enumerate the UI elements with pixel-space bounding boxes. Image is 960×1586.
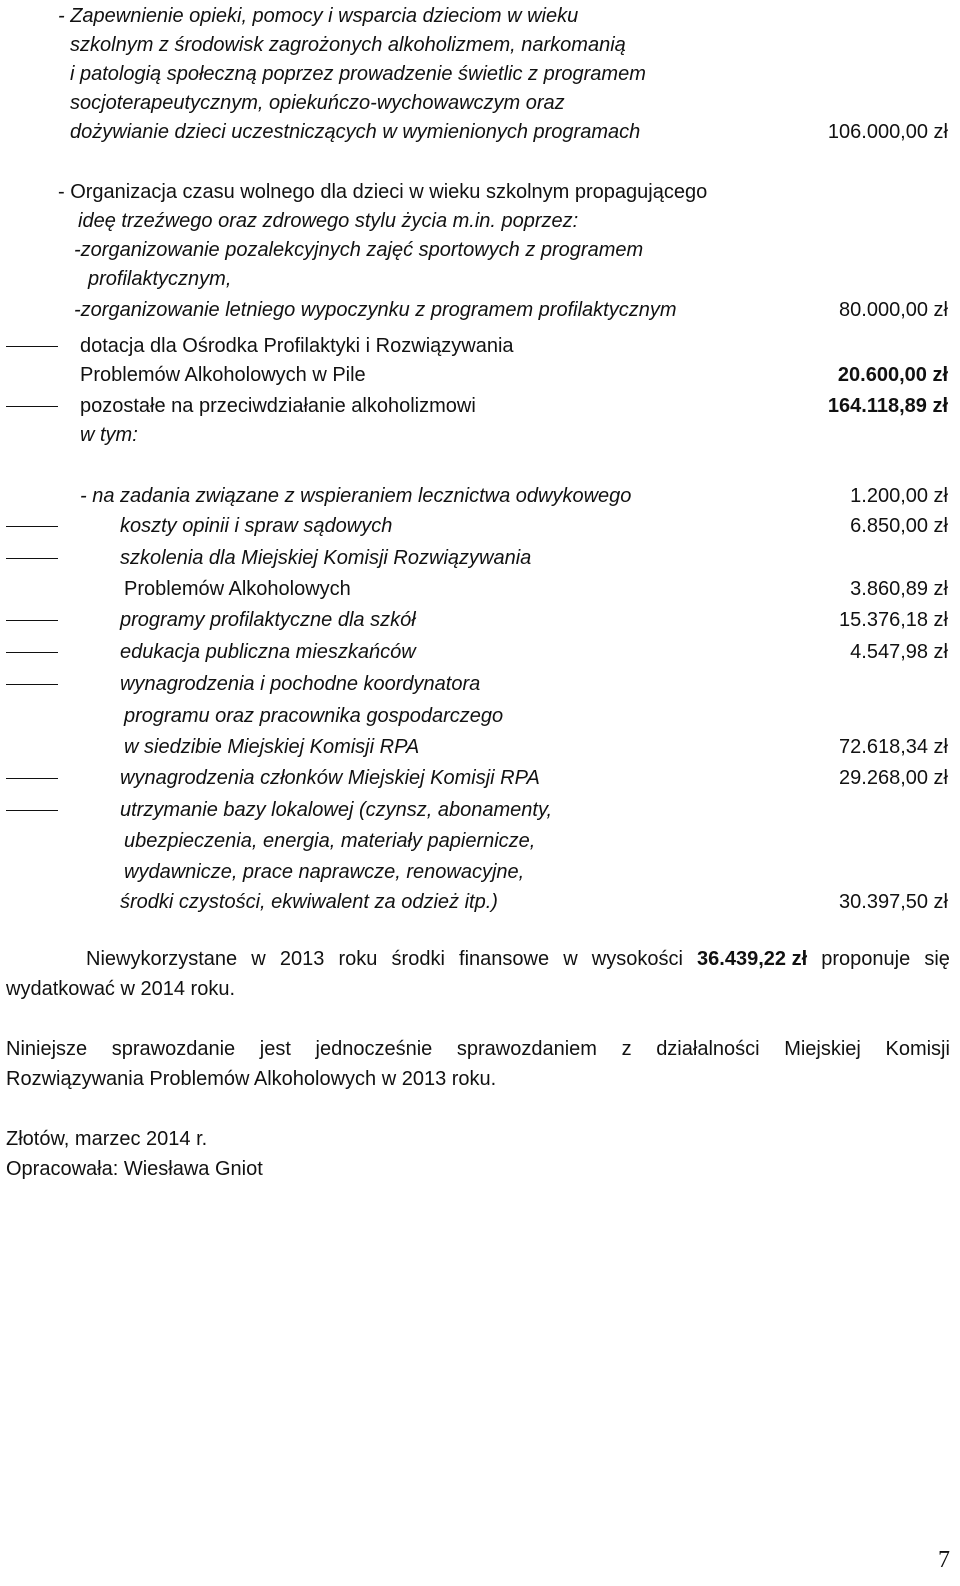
baza-amount: 30.397,50 zł — [839, 891, 948, 913]
programy-amount: 15.376,18 zł — [839, 609, 948, 631]
dash-marker — [6, 652, 58, 653]
baza-line-4: środki czystości, ekwiwalent za odzież itp.) — [120, 891, 498, 913]
wynagrodzenia-line-2: programu oraz pracownika gospodarczego — [124, 705, 504, 727]
summary-word: sprawozdanie — [111, 1038, 236, 1060]
baza-line-2: ubezpieczenia, energia, materiały papiernicze, — [124, 830, 536, 852]
programy-label: programy profilaktyczne dla szkół — [120, 609, 416, 631]
section2-line-5: -zorganizowanie letniego wypoczynku z programem profilaktycznym — [74, 299, 677, 321]
dash-marker — [6, 778, 58, 779]
czlonkowie-label: wynagrodzenia członków Miejskiej Komisji RPA — [120, 767, 540, 789]
summary-word: roku — [338, 948, 378, 970]
dash-marker — [6, 526, 58, 527]
section2-line-3: -zorganizowanie pozalekcyjnych zajęć sportowych z programem — [74, 239, 644, 261]
szkolenia-line-1: szkolenia dla Miejskiej Komisji Rozwiązywania — [120, 547, 532, 569]
section1-line-5: dożywianie dzieci uczestniczących w wymienionych programach — [70, 121, 641, 143]
page-number: 7 — [938, 1547, 950, 1573]
dash-marker — [6, 810, 58, 811]
summary-word: proponuje — [821, 948, 911, 970]
summary-paragraph-1 — [6, 944, 950, 1004]
czlonkowie-amount: 29.268,00 zł — [839, 767, 948, 789]
dotacja-amount: 20.600,00 zł — [837, 364, 948, 386]
szkolenia-amount: 3.860,89 zł — [850, 578, 948, 600]
section2-line-1: - Organizacja czasu wolnego dla dzieci w wieku szkolnym propagującego — [58, 181, 708, 203]
dash-marker — [6, 346, 58, 347]
pozostale-label: pozostałe na przeciwdziałanie alkoholizmowi — [80, 395, 476, 417]
place-date: Złotów, marzec 2014 r. — [6, 1128, 208, 1150]
summary-word: jest — [259, 1038, 291, 1060]
opinie-label: koszty opinii i spraw sądowych — [120, 515, 393, 537]
dash-marker — [6, 684, 58, 685]
summary-word: 2013 — [279, 948, 325, 970]
summary-word: sprawozdaniem — [456, 1038, 597, 1060]
edukacja-label: edukacja publiczna mieszkańców — [120, 641, 416, 663]
summary-word: jednocześnie — [315, 1038, 433, 1060]
summary-word: działalności — [656, 1038, 760, 1060]
baza-line-3: wydawnicze, prace naprawcze, renowacyjne, — [124, 861, 525, 883]
summary-word: Miejskiej — [784, 1038, 861, 1060]
section1-line-2: szkolnym z środowisk zagrożonych alkoholizmem, narkomanią — [70, 34, 626, 56]
section1-line-1: - Zapewnienie opieki, pomocy i wsparcia dzieciom w wieku — [58, 5, 579, 27]
dotacja-line-2: Problemów Alkoholowych w Pile — [80, 364, 366, 386]
author: Opracowała: Wiesława Gniot — [6, 1158, 263, 1180]
section1-line-4: socjoterapeutycznym, opiekuńczo-wychowawczym oraz — [70, 92, 565, 114]
opinie-amount: 6.850,00 zł — [850, 515, 948, 537]
section2-line-4: profilaktycznym, — [88, 268, 232, 290]
summary-word: wysokości — [591, 948, 683, 970]
baza-line-1: utrzymanie bazy lokalowej (czynsz, abonamenty, — [120, 799, 553, 821]
summary-word: środki — [391, 948, 445, 970]
summary-word: w — [563, 948, 578, 970]
pozostale-amount: 164.118,89 zł — [827, 395, 948, 417]
lecznictwo-amount: 1.200,00 zł — [850, 485, 948, 507]
edukacja-amount: 4.547,98 zł — [850, 641, 948, 663]
section2-amount: 80.000,00 zł — [839, 299, 948, 321]
summary-paragraph-2 — [6, 1034, 950, 1094]
summary-word: się — [924, 948, 950, 970]
summary-word: finansowe — [459, 948, 550, 970]
summary-paragraph-1-line-2: wydatkować w 2014 roku. — [6, 978, 236, 1000]
dash-marker — [6, 620, 58, 621]
wynagrodzenia-line-1: wynagrodzenia i pochodne koordynatora — [120, 673, 481, 695]
section2-line-2: ideę trzeźwego oraz zdrowego stylu życia m.in. poprzez: — [78, 210, 579, 232]
summary-word: w — [251, 948, 266, 970]
summary-word: Niniejsze — [6, 1038, 88, 1060]
section1-line-3: i patologią społeczną poprzez prowadzenie świetlic z programem — [70, 63, 646, 85]
unused-funds-amount: 36.439,22 zł — [697, 948, 808, 970]
summary-word: Komisji — [885, 1038, 950, 1060]
wynagrodzenia-amount: 72.618,34 zł — [839, 736, 948, 758]
szkolenia-line-2: Problemów Alkoholowych — [124, 578, 351, 600]
dotacja-line-1: dotacja dla Ośrodka Profilaktyki i Rozwiązywania — [80, 335, 514, 357]
section1-amount: 106.000,00 zł — [827, 121, 948, 143]
summary-word: z — [621, 1038, 632, 1060]
dash-marker — [6, 406, 58, 407]
summary-word: Niewykorzystane — [86, 948, 238, 970]
wynagrodzenia-line-3: w siedzibie Miejskiej Komisji RPA — [124, 736, 420, 758]
lecznictwo-label: - na zadania związane z wspieraniem lecznictwa odwykowego — [80, 485, 632, 507]
w-tym-label: w tym: — [80, 424, 138, 446]
dash-marker — [6, 558, 58, 559]
summary-paragraph-2-line-2: Rozwiązywania Problemów Alkoholowych w 2013 roku. — [6, 1068, 497, 1090]
